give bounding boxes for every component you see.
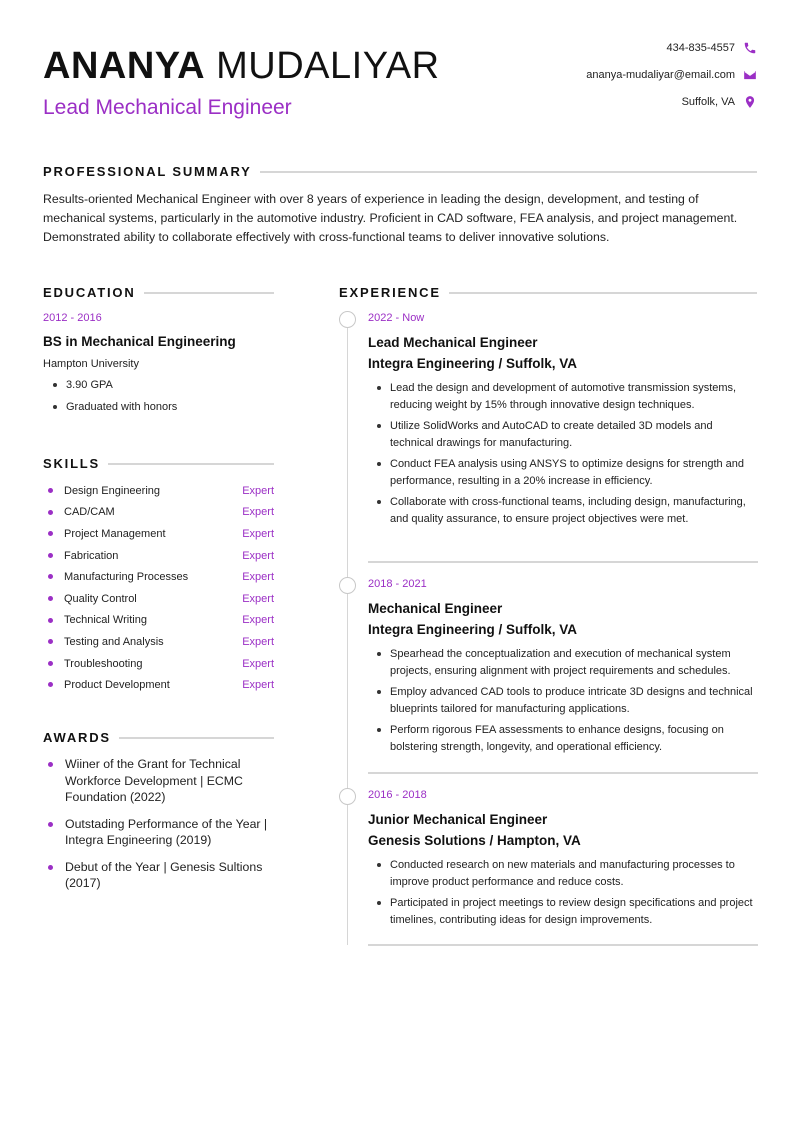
award-item: Wiiner of the Grant for Technical Workforce Development | ECMC Foundation (2022) xyxy=(43,756,283,806)
job-bullet: Lead the design and development of automotive transmission systems, reducing weight by 15% through innovative design techniques. xyxy=(368,380,758,413)
job-bullet: Conduct FEA analysis using ANSYS to optimize designs for strength and performance, resulting in a 20% increase in efficiency. xyxy=(368,456,758,489)
job-role: Mechanical Engineer xyxy=(368,601,503,616)
job-entry xyxy=(368,789,758,933)
skill-name: CAD/CAM xyxy=(64,506,115,519)
education-dates: 2012 - 2016 xyxy=(43,312,102,324)
skill-level: Expert xyxy=(242,635,274,648)
contact-phone[interactable] xyxy=(497,41,757,55)
job-entry xyxy=(368,312,758,532)
skill-level: Expert xyxy=(242,679,274,692)
skill-level: Expert xyxy=(242,571,274,584)
mail-icon xyxy=(743,68,757,82)
email-text: ananya-mudaliyar@email.com xyxy=(586,69,735,81)
job-bullet: Employ advanced CAD tools to produce intricate 3D designs and technical blueprints tailored for manufacturing applications. xyxy=(368,684,758,717)
job-divider xyxy=(368,561,758,563)
awards-list xyxy=(43,756,283,902)
job-company: Genesis Solutions / Hampton, VA xyxy=(368,833,581,848)
skill-name: Troubleshooting xyxy=(64,657,143,670)
skill-item xyxy=(43,523,275,545)
skill-level: Expert xyxy=(242,549,274,562)
job-bullet: Collaborate with cross-functional teams, including design, manufacturing, and quality assurance, to ensure project objectives were met. xyxy=(368,494,758,527)
summary-text: Results-oriented Mechanical Engineer with over 8 years of experience in leading the design, development, and testing of mechanical systems, particularly in the automotive industry. Proficient in CAD software, FEA analysis, and project management. Demonstrated ability to collaborate effectively with cross-functional teams to deliver innovative solutions. xyxy=(43,192,738,244)
skill-name: Manufacturing Processes xyxy=(64,571,189,584)
awards-divider xyxy=(119,737,274,739)
job-title: Lead Mechanical Engineer xyxy=(43,96,292,119)
timeline-dot xyxy=(339,788,356,805)
job-bullets xyxy=(368,380,758,527)
job-bullets xyxy=(368,857,758,928)
skill-level: Expert xyxy=(242,484,274,497)
education-heading-label: EDUCATION xyxy=(43,285,136,300)
skills-divider xyxy=(108,463,274,465)
education-details xyxy=(52,377,177,421)
award-item: Debut of the Year | Genesis Sultions (2017) xyxy=(43,859,283,892)
job-company: Integra Engineering / Suffolk, VA xyxy=(368,356,578,371)
job-role: Junior Mechanical Engineer xyxy=(368,812,548,827)
skill-name: Fabrication xyxy=(64,549,119,562)
timeline-dot xyxy=(339,311,356,328)
job-divider xyxy=(368,944,758,946)
location-text: Suffolk, VA xyxy=(681,96,735,108)
job-dates: 2016 - 2018 xyxy=(368,789,427,801)
job-bullet: Spearhead the conceptualization and execution of mechanical system projects, ensuring alignment with project requirements and schedules. xyxy=(368,646,758,679)
skill-name: Product Development xyxy=(64,679,170,692)
skill-name: Project Management xyxy=(64,527,166,540)
timeline-dot xyxy=(339,577,356,594)
candidate-name xyxy=(43,44,440,88)
education-school: Hampton University xyxy=(43,358,139,370)
skill-item xyxy=(43,588,275,610)
job-divider xyxy=(368,772,758,774)
job-company: Integra Engineering / Suffolk, VA xyxy=(368,622,578,637)
skill-item xyxy=(43,631,275,653)
experience-heading-label: EXPERIENCE xyxy=(339,285,441,300)
timeline-line xyxy=(347,326,348,945)
education-detail: Graduated with honors xyxy=(52,399,177,421)
skill-item xyxy=(43,674,275,696)
job-bullets xyxy=(368,646,758,755)
job-bullet: Utilize SolidWorks and AutoCAD to create detailed 3D models and technical drawings for manufacturing. xyxy=(368,418,758,451)
skill-item xyxy=(43,610,275,632)
skill-name: Quality Control xyxy=(64,592,137,605)
contact-location xyxy=(497,95,757,109)
last-name: MUDALIYAR xyxy=(216,45,440,87)
job-bullet: Conducted research on new materials and manufacturing processes to improve product performance and reduce costs. xyxy=(368,857,758,890)
skill-item xyxy=(43,502,275,524)
skill-name: Testing and Analysis xyxy=(64,635,164,648)
education-heading xyxy=(43,285,274,300)
summary-divider xyxy=(260,171,757,173)
skills-heading-label: SKILLS xyxy=(43,456,101,471)
job-bullet: Participated in project meetings to review design specifications and project timelines, contributing ideas for design improvements. xyxy=(368,895,758,928)
skill-level: Expert xyxy=(242,657,274,670)
experience-heading xyxy=(339,285,757,300)
awards-heading-label: AWARDS xyxy=(43,730,111,745)
skill-level: Expert xyxy=(242,506,274,519)
summary-heading-label: PROFESSIONAL SUMMARY xyxy=(43,164,252,179)
skill-name: Design Engineering xyxy=(64,484,161,497)
summary-heading xyxy=(43,164,757,179)
job-bullet: Perform rigorous FEA assessments to enhance designs, focusing on bolstering strength, longevity, and operational efficiency. xyxy=(368,722,758,755)
skill-level: Expert xyxy=(242,527,274,540)
education-divider xyxy=(144,292,274,294)
phone-text: 434-835-4557 xyxy=(666,42,735,54)
experience-divider xyxy=(449,292,757,294)
skills-list xyxy=(43,480,275,696)
skill-item xyxy=(43,545,275,567)
skill-level: Expert xyxy=(242,592,274,605)
skill-name: Technical Writing xyxy=(64,614,147,627)
first-name: ANANYA xyxy=(43,45,206,87)
education-detail: 3.90 GPA xyxy=(52,377,177,399)
education-degree: BS in Mechanical Engineering xyxy=(43,334,236,349)
contact-email[interactable] xyxy=(497,68,757,82)
skill-level: Expert xyxy=(242,614,274,627)
job-dates: 2018 - 2021 xyxy=(368,578,427,590)
award-item: Outstading Performance of the Year | Integra Engineering (2019) xyxy=(43,816,283,849)
skill-item xyxy=(43,653,275,675)
skills-heading xyxy=(43,456,274,471)
job-dates: 2022 - Now xyxy=(368,312,425,324)
skill-item xyxy=(43,480,275,502)
location-pin-icon xyxy=(743,95,757,109)
skill-item xyxy=(43,566,275,588)
phone-icon xyxy=(743,41,757,55)
awards-heading xyxy=(43,730,274,745)
job-entry xyxy=(368,578,758,760)
job-role: Lead Mechanical Engineer xyxy=(368,335,538,350)
